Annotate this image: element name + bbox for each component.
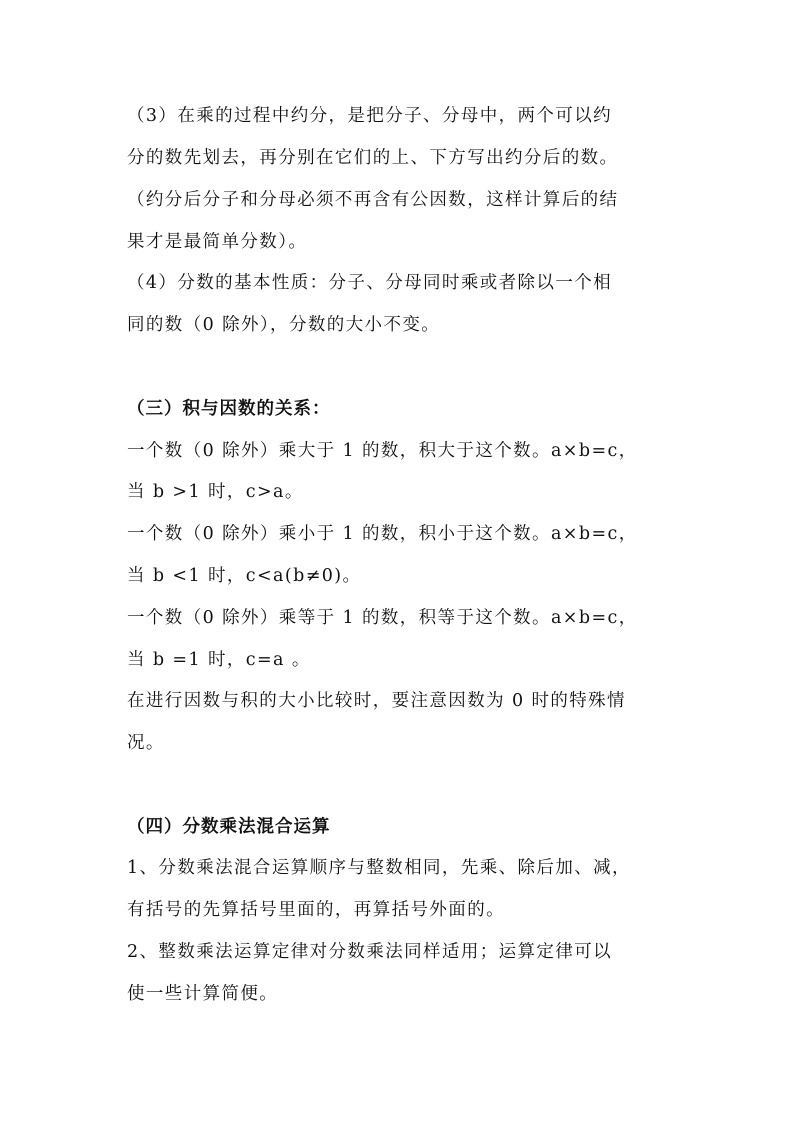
intro-line-2: 分的数先划去，再分别在它们的上、下方写出约分后的数。 (127, 148, 619, 168)
section-three-line-4: 当 b <1 时，c<a(b≠0)。 (127, 566, 362, 586)
section-three-line-8: 况。 (127, 733, 165, 753)
section-three-line-2: 当 b >1 时，c>a。 (127, 482, 304, 502)
section-four-heading: （四）分数乘法混合运算 (127, 817, 331, 837)
section-three-line-3: 一个数（0 除外）乘小于 1 的数，积小于这个数。a×b=c， (127, 524, 638, 544)
intro-line-3: （约分后分子和分母必须不再含有公因数，这样计算后的结 (127, 190, 619, 210)
section-four-line-2: 有括号的先算括号里面的，再算括号外面的。 (127, 900, 505, 920)
intro-line-4: 果才是最简单分数）。 (127, 232, 308, 252)
section-four-line-3: 2、整数乘法运算定律对分数乘法同样适用；运算定律可以 (127, 942, 613, 962)
intro-line-6: 同的数（0 除外），分数的大小不变。 (127, 315, 441, 335)
section-three-heading: （三）积与因数的关系： (127, 399, 331, 419)
section-three-line-5: 一个数（0 除外）乘等于 1 的数，积等于这个数。a×b=c， (127, 608, 638, 628)
section-four-line-4: 使一些计算简便。 (127, 984, 279, 1004)
section-three-line-1: 一个数（0 除外）乘大于 1 的数，积大于这个数。a×b=c， (127, 441, 638, 461)
section-three-line-6: 当 b =1 时，c=a 。 (127, 650, 311, 670)
intro-line-1: （3）在乘的过程中约分，是把分子、分母中，两个可以约 (127, 106, 613, 126)
section-three-line-7: 在进行因数与积的大小比较时，要注意因数为 0 时的特殊情 (127, 691, 626, 711)
intro-line-5: （4）分数的基本性质：分子、分母同时乘或者除以一个相 (127, 273, 613, 293)
section-four-line-1: 1、分数乘法混合运算顺序与整数相同，先乘、除后加、减， (127, 858, 631, 878)
